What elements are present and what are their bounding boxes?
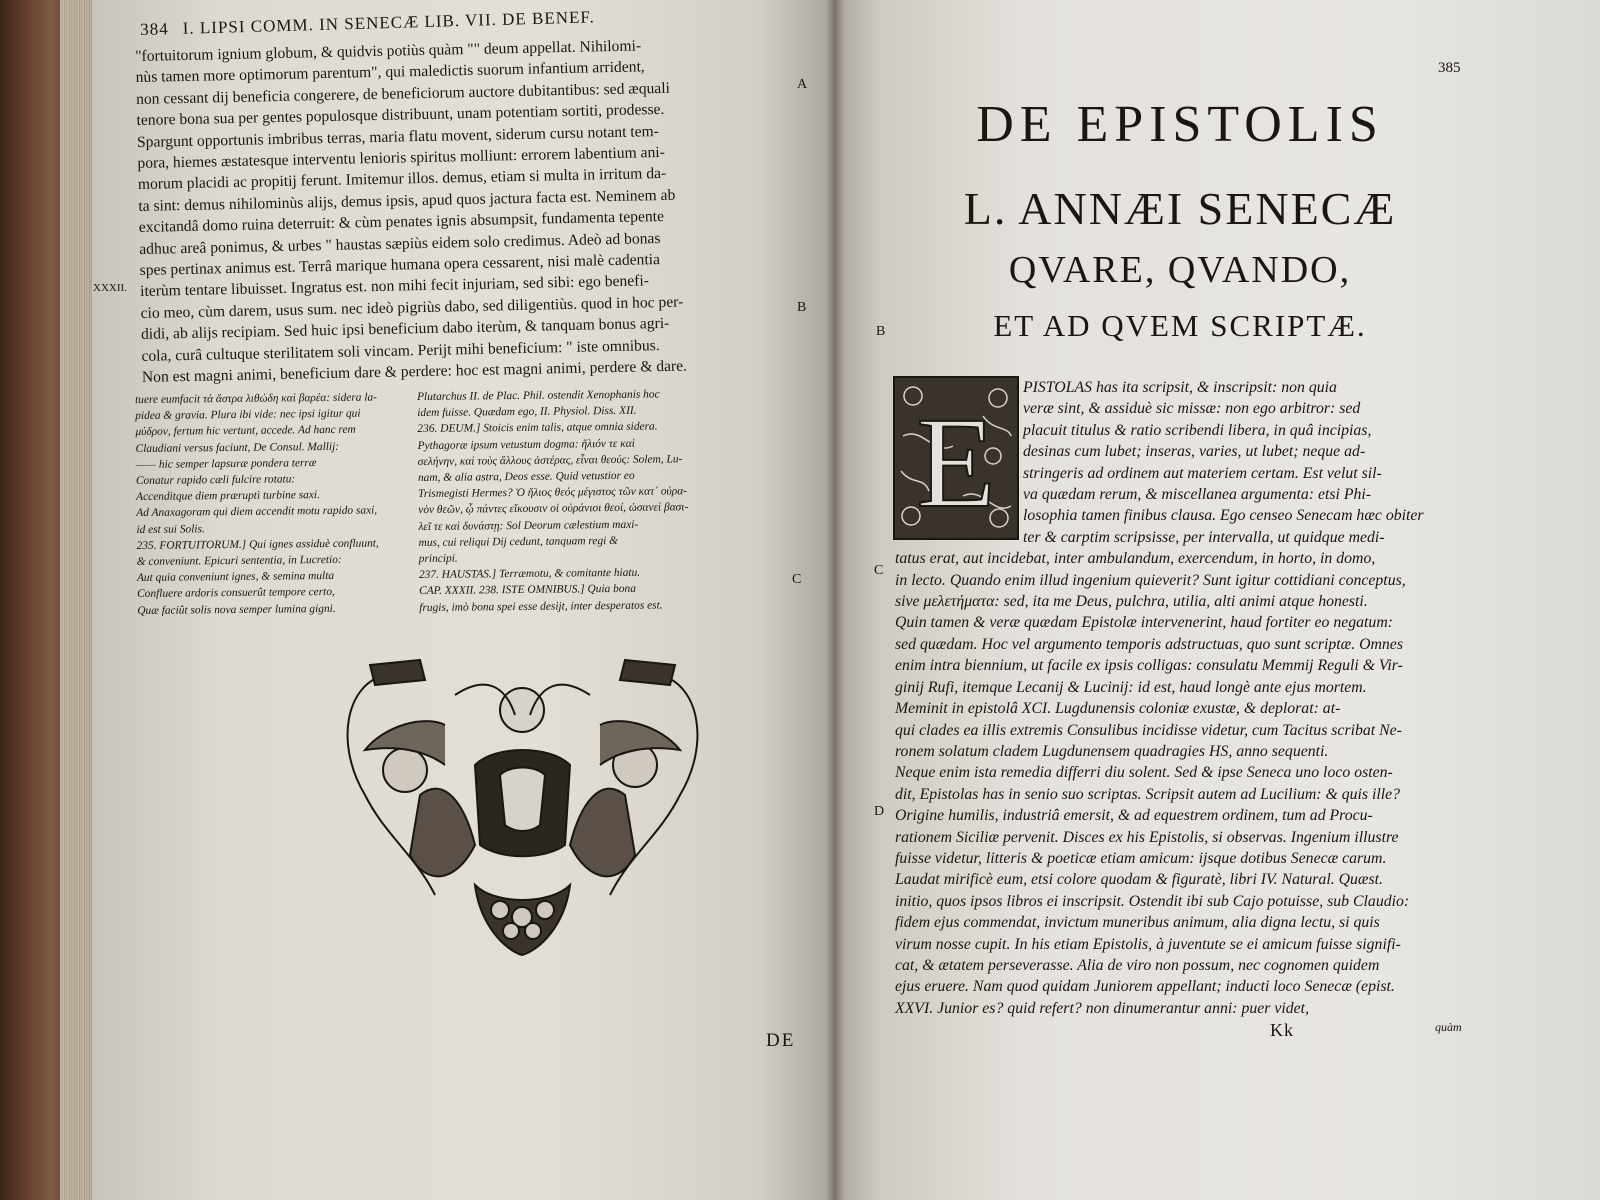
- footnote-line: & conveniunt. Epicuri sententia, in Lucretio:: [136, 553, 342, 569]
- body-text-line: Neque enim ista remedia differri diu solent. Sed & ipse Seneca uno loco osten-: [895, 764, 1393, 782]
- body-text-line: in lecto. Quando enim illud ingenium quieverit? Sunt igitur cottidiani conceptus,: [895, 571, 1406, 589]
- body-text-line: ter & carptim scripsisse, per intervalla, ut quidque medi-: [1023, 528, 1385, 546]
- footnote-line: Conatur rapido cæli fulcire rotatu:: [135, 473, 296, 488]
- body-text-line: initio, quos ipsos libros ei inscripsit. Ostendit ibi sub Cajo potuisse, sub Claudio:: [895, 892, 1410, 910]
- footnote-line: frugis, imò bona spei esse desijt, inter desperatos est.: [419, 599, 663, 614]
- body-text-line: veræ sint, & assiduè sic missæ: non ego arbitror: sed: [1023, 400, 1361, 418]
- body-text-line: cat, & ætatem perseverasse. Alia de viro non possum, nec cognomen quidem: [895, 956, 1380, 974]
- dropcap-letter: E: [916, 391, 996, 535]
- body-text-line: excitandâ domo ruina deterruit: & cùm penates ignis absumpsit, fundamenta tepente: [138, 208, 665, 237]
- body-text-line: nùs tamen more optimorum parentum", qui maledictis suorum infantium arrident,: [135, 58, 645, 87]
- footnotes-col-left: [135, 389, 405, 619]
- footnote-line: 237. HAUSTAS.] Terræmotu, & comitante hiatu.: [418, 566, 641, 582]
- body-text-line: virum nosse cupit. In his etiam Epistolis, à juventute se ei amicum fuisse signifi-: [895, 935, 1401, 953]
- title-line-1: DE EPISTOLIS: [976, 96, 1384, 153]
- body-text-line: PISTOLAS has ita scripsit, & inscripsit: non quia: [1023, 379, 1337, 396]
- body-text-line: ronem solatum cladem Lugdunensem quadragies HS, anno sequenti.: [895, 742, 1329, 760]
- title-line-4: ET AD QVEM SCRIPTÆ.: [993, 308, 1367, 343]
- body-text-line: fidem ejus commendat, invictum muneribus animum, alia digna lectu, si quis: [895, 914, 1380, 932]
- body-text-line: qui clades ea illis extremis Consulibus incidisse videtur, cum Tacitus scribat Ne-: [895, 721, 1402, 739]
- body-text-line: "fortuitorum ignium globum, & quidvis potiùs quàm "" deum appellat. Nihilomi-: [135, 37, 642, 65]
- right-margin-letter-d: D: [874, 804, 885, 819]
- cherub-ornament-woodcut: [325, 655, 720, 975]
- right-margin-letter-c: C: [874, 563, 884, 578]
- footnote-line: μύδρον, fertum hic vertunt, accede. Ad hanc rem: [135, 424, 356, 439]
- footnote-line: tuere eumfacit τὰ ἄστρα λιθώδη καὶ βαρέα: sidera la-: [135, 391, 378, 406]
- body-text-line: tenore bona sua per gentes populosque distribuunt, unam potentiam sortiti, prodesse.: [136, 101, 665, 130]
- title-line-2: L. ANNÆI SENECÆ: [963, 183, 1397, 234]
- body-text-line: morum placidi ac propitij ferunt. Imitemur illos. demus, etiam si multa in irritum da-: [137, 165, 667, 194]
- footnote-line: Pythagoræ ipsum vetustum dogma: ἥλιόν τε καὶ: [417, 437, 635, 452]
- footnote-line: Claudiani versus faciunt, De Consul. Mallij:: [135, 440, 340, 455]
- footnote-line: —— hic semper lapsuræ pondera terræ: [135, 456, 317, 471]
- body-text-line: placuit titulus & ratio scribendi libera, in quâ incipias,: [1023, 421, 1372, 439]
- footnote-line: nam, & alia astra, Deos esse. Quid vetustior eo: [417, 469, 635, 485]
- margin-letter-b: B: [797, 300, 807, 315]
- margin-letter-c: C: [792, 572, 802, 587]
- body-text-line: Meminit in epistolâ XCI. Lugdunensis coloniæ exustæ, & deplorat: at-: [895, 700, 1341, 718]
- footnote-line: Aut quia conveniunt ignes, & semina multa: [136, 570, 335, 585]
- body-text-line: cola, curâ cultuque sterilitatem soli vincam. Perijt mihi beneficium: " iste omnibus.: [141, 336, 660, 365]
- body-text-line: dit, Epistolas has in senio suo scriptas. Scripsit autem ad Lucilium: & quis ille?: [895, 785, 1401, 803]
- right-catchword: quàm: [1435, 1020, 1462, 1034]
- body-text-line: iterùm tentare libuisset. Ingratus est. non mihi fecit injuriam, sed sibi: ego benefi-: [139, 272, 650, 301]
- right-page-number: 385: [1438, 60, 1461, 76]
- footnote-line: Ad Anaxagoram qui diem accendit motu rapido saxi,: [136, 504, 378, 520]
- body-text-line: stringeris ad ordinem aut materiem certam. Est velut sil-: [1023, 464, 1382, 482]
- footnote-line: σελήνην, καὶ τοὺς ἄλλους ἀστέρας, εἶναι θεούς: Solem, Lu-: [417, 453, 683, 468]
- footnote-line: pidea & gravia. Plura ibi vide: nec ipsi igitur qui: [135, 407, 361, 423]
- body-text-line: spes pertinax animus est. Terrâ marique humana opera cessarent, nisi malè cadentia: [139, 251, 661, 280]
- body-text-line: ejus eruere. Nam quod quidam Juniorem appellant; inducti loco Senecæ (epist.: [895, 978, 1395, 996]
- body-text-line: Non est magni animi, beneficium dare & perdere: hoc est magni animi, perdere & dare.: [141, 357, 688, 387]
- right-margin-letter-b: B: [876, 324, 886, 339]
- footnote-line: principi.: [418, 552, 458, 566]
- left-page-number: 384: [140, 19, 170, 39]
- title-line-3: QVARE, QVANDO,: [1008, 249, 1352, 291]
- signature-mark: Kk: [1270, 1020, 1294, 1040]
- body-text-line: Laudat mirificè eum, etsi colore quodam & figuratè, libri IV. Natural. Quæst.: [895, 871, 1383, 889]
- left-head-title: I. LIPSI COMM. IN SENECÆ LIB. VII. DE BENEF.: [182, 7, 595, 38]
- footnote-line: Quæ faciût solis nova semper lumina gigni.: [137, 602, 336, 617]
- footnote-line: id est sui Solis.: [136, 522, 205, 536]
- body-text-line: pora, hiemes æstatesque interventu lenioris spiritus molliunt: errorem labentium ani-: [137, 143, 666, 173]
- body-text-line: didi, ab alijs recipiam. Sed huic ipsi beneficium dabo iterùm, & tanquam bonus agri-: [140, 315, 670, 344]
- body-text-line: ginij Rufi, itemque Lecanij & Lucinij: id est, haud longè ante ejus mortem.: [895, 678, 1367, 696]
- body-text-line: Origine humilis, industriâ emersit, & ad equestrem ordinem, tum ad Procu-: [895, 807, 1373, 825]
- body-text-line: desinas cum lubet; inseras, varies, ut lubet; neque ad-: [1023, 443, 1366, 461]
- body-text-line: cio meo, cùm darem, usus sum. nec ideò pigriùs dabo, sed diligentiùs. quod in hoc per-: [140, 293, 684, 322]
- body-text-line: non cessant dij beneficia congerere, de beneficiorum auctore dubitantibus: sed æquali: [135, 79, 671, 108]
- book-gutter: [826, 0, 844, 1200]
- chapter-margin-label: XXXII.: [93, 282, 127, 294]
- footnote-line: 235. FORTUITORUM.] Qui ignes assiduè confluunt,: [136, 537, 379, 552]
- footnote-line: Plutarchus II. de Plac. Phil. ostendit Xenophanis hoc: [417, 388, 660, 404]
- body-text-line: rationem Siciliæ pervenit. Disces ex his Epistolis, si observas. Ingenium illustre: [895, 828, 1399, 846]
- left-catchword: DE: [766, 1030, 796, 1051]
- body-text-line: XXVI. Junior es? quid refert? non dinumerantur anni: puer videt,: [895, 999, 1310, 1017]
- body-text-line: adhuc areâ ponimus, & urbes " haustas sæpiùs eidem solo credimus. Adeò ad bonas: [139, 229, 661, 258]
- footnotes-col-right: [417, 386, 687, 616]
- footnote-line: Trismegisti Hermes? Ὁ ἥλιος θεός μέγιστος τῶν κατ᾽ οὐρα-: [418, 485, 688, 501]
- footnote-line: νὸν θεῶν, ᾧ πάντες εἴκουσιν οἱ οὐράνιοι θεοί, ὡσανεὶ βασι-: [418, 501, 689, 517]
- body-text-line: sive μελετήματα: sed, ita me Deus, pulchra, utilia, alti animi atque honesti.: [895, 593, 1368, 611]
- body-text-line: Quin tamen & veræ quædam Epistolæ intervenerint, haud fortiter eo negatum:: [895, 614, 1393, 632]
- footnote-line: λεῖ τε καὶ δυνάστῃ: Sol Deorum cælestium maxi-: [418, 518, 639, 533]
- left-body-text: [135, 32, 822, 389]
- body-text-line: sed quædam. Hoc vel argumento temporis adstructuas, quo sunt scriptæ. Omnes: [895, 635, 1403, 653]
- footnote-line: Accenditque diem præruptì turbine saxi.: [136, 489, 320, 504]
- right-body-text: [895, 377, 1475, 1019]
- body-text-line: ta sint: demus nihilominùs alijs, demus ipsis, apud quos jactura facta est. Neminem ab: [138, 186, 676, 215]
- footnote-line: Confluere ardoris consuerût tempore certo,: [137, 586, 335, 601]
- body-text-line: tatus erat, aut incidebat, inter ambulandum, exercendum, in horto, in domo,: [895, 550, 1376, 568]
- left-footnotes: [135, 385, 817, 619]
- margin-letter-a: A: [797, 77, 808, 92]
- footnote-line: idem fuisse. Quædam ego, II. Physiol. Diss. XII.: [417, 404, 637, 420]
- footnote-line: mus, cui reliqui Dij cedunt, tanquam regi &: [418, 534, 619, 549]
- body-text-line: Spargunt opportunis imbribus terras, maria flatu movent, siderum cursu notant tem-: [136, 122, 660, 151]
- body-text-line: va quædam rerum, & miscellanea argumenta: etsi Phi-: [1023, 486, 1372, 504]
- body-text-line: enim intra biennium, ut facile ex ipsis colligas: consulatu Memmij Reguli & Vir-: [895, 657, 1403, 675]
- body-text-line: fuisse videtur, litteris & poeticæ etiam amicum: ijsque dotibus Senecæ carum.: [895, 849, 1387, 867]
- body-text-line: losophia tamen finibus clausa. Ego censeo Senecam hæc obiter: [1023, 507, 1424, 525]
- footnote-line: 236. DEUM.] Stoicis enim talis, atque omnia sidera.: [417, 420, 658, 436]
- footnote-line: CAP. XXXII. 238. ISTE OMNIBUS.] Quia bona: [419, 583, 636, 598]
